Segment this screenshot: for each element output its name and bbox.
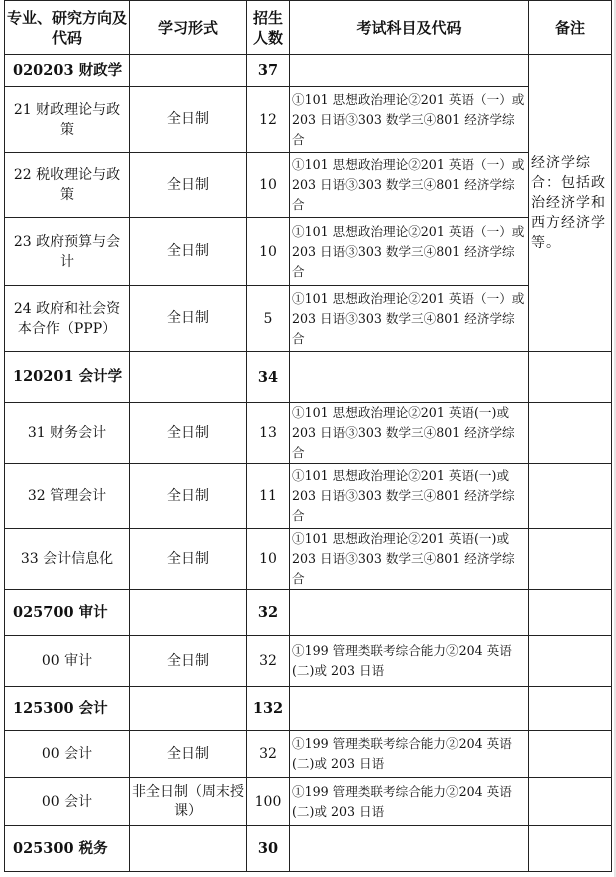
form-cell [130, 687, 247, 731]
subjects-cell: ①199 管理类联考综合能力②204 英语(二)或 203 日语 [290, 636, 529, 687]
remark-empty [529, 731, 612, 778]
table-row [5, 403, 612, 464]
major-cell: 23 政府预算与会计 [5, 218, 130, 286]
header-row [5, 1, 612, 55]
table-row [5, 55, 612, 87]
quota-cell: 34 [247, 352, 290, 403]
remark-empty [529, 826, 612, 872]
remark-empty [529, 464, 612, 529]
form-cell [130, 590, 247, 636]
subjects-cell [290, 55, 529, 87]
quota-cell: 10 [247, 529, 290, 590]
major-cell: 020203 财政学 [5, 55, 130, 87]
quota-cell: 100 [247, 778, 290, 826]
major-cell: 24 政府和社会资本合作（PPP） [5, 286, 130, 352]
table-row [5, 218, 612, 286]
subjects-cell [290, 590, 529, 636]
quota-cell: 32 [247, 636, 290, 687]
header-form: 学习形式 [130, 1, 247, 55]
header-quota: 招生人数 [247, 1, 290, 55]
major-cell: 33 会计信息化 [5, 529, 130, 590]
table-row [5, 636, 612, 687]
header-major: 专业、研究方向及代码 [5, 1, 130, 55]
form-cell: 全日制 [130, 87, 247, 153]
table-row [5, 529, 612, 590]
form-cell [130, 826, 247, 872]
remark-cell: 经济学综合：包括政治经济学和西方经济学等。 [529, 55, 612, 352]
subjects-cell [290, 687, 529, 731]
major-cell: 125300 会计 [5, 687, 130, 731]
table-row [5, 286, 612, 352]
form-cell: 全日制 [130, 731, 247, 778]
remark-empty [529, 590, 612, 636]
major-cell: 00 会计 [5, 731, 130, 778]
subjects-cell: ①101 思想政治理论②201 英语（一）或 203 日语③303 数学三④801 经济学综合 [290, 153, 529, 218]
quota-cell: 37 [247, 55, 290, 87]
quota-cell: 32 [247, 590, 290, 636]
remark-empty [529, 687, 612, 731]
subjects-cell [290, 352, 529, 403]
quota-cell: 10 [247, 153, 290, 218]
remark-empty [529, 636, 612, 687]
major-cell: 22 税收理论与政策 [5, 153, 130, 218]
major-cell: 025700 审计 [5, 590, 130, 636]
quota-cell: 12 [247, 87, 290, 153]
table-row [5, 731, 612, 778]
subjects-cell: ①101 思想政治理论②201 英语(一)或 203 日语③303 数学三④801 经济学综合 [290, 403, 529, 464]
major-cell: 31 财务会计 [5, 403, 130, 464]
header-remark: 备注 [529, 1, 612, 55]
form-cell: 全日制 [130, 464, 247, 529]
header-subjects: 考试科目及代码 [290, 1, 529, 55]
table-row [5, 590, 612, 636]
form-cell [130, 352, 247, 403]
remark-empty [529, 403, 612, 464]
major-cell: 025300 税务 [5, 826, 130, 872]
form-cell: 全日制 [130, 286, 247, 352]
table-row [5, 464, 612, 529]
admission-table [4, 0, 612, 872]
table-row [5, 687, 612, 731]
remark-empty [529, 352, 612, 403]
quota-cell: 10 [247, 218, 290, 286]
major-cell: 120201 会计学 [5, 352, 130, 403]
form-cell: 全日制 [130, 153, 247, 218]
subjects-cell: ①101 思想政治理论②201 英语(一)或 203 日语③303 数学三④801 经济学综合 [290, 529, 529, 590]
subjects-cell: ①101 思想政治理论②201 英语（一）或 203 日语③303 数学三④801 经济学综合 [290, 218, 529, 286]
table-row [5, 87, 612, 153]
subjects-cell: ①199 管理类联考综合能力②204 英语(二)或 203 日语 [290, 731, 529, 778]
subjects-cell: ①101 思想政治理论②201 英语(一)或 203 日语③303 数学三④801 经济学综合 [290, 464, 529, 529]
form-cell: 全日制 [130, 529, 247, 590]
remark-empty [529, 778, 612, 826]
major-cell: 00 会计 [5, 778, 130, 826]
subjects-cell: ①199 管理类联考综合能力②204 英语(二)或 203 日语 [290, 778, 529, 826]
table-row [5, 153, 612, 218]
quota-cell: 30 [247, 826, 290, 872]
quota-cell: 5 [247, 286, 290, 352]
quota-cell: 11 [247, 464, 290, 529]
major-cell: 32 管理会计 [5, 464, 130, 529]
quota-cell: 32 [247, 731, 290, 778]
table-row [5, 826, 612, 872]
form-cell: 非全日制（周末授课） [130, 778, 247, 826]
form-cell: 全日制 [130, 218, 247, 286]
form-cell: 全日制 [130, 403, 247, 464]
quota-cell: 13 [247, 403, 290, 464]
subjects-cell: ①101 思想政治理论②201 英语（一）或 203 日语③303 数学三④801 经济学综合 [290, 87, 529, 153]
form-cell [130, 55, 247, 87]
major-cell: 00 审计 [5, 636, 130, 687]
table-row [5, 352, 612, 403]
quota-cell: 132 [247, 687, 290, 731]
subjects-cell [290, 826, 529, 872]
subjects-cell: ①101 思想政治理论②201 英语（一）或 203 日语③303 数学三④801 经济学综合 [290, 286, 529, 352]
table-row [5, 778, 612, 826]
remark-empty [529, 529, 612, 590]
form-cell: 全日制 [130, 636, 247, 687]
major-cell: 21 财政理论与政策 [5, 87, 130, 153]
